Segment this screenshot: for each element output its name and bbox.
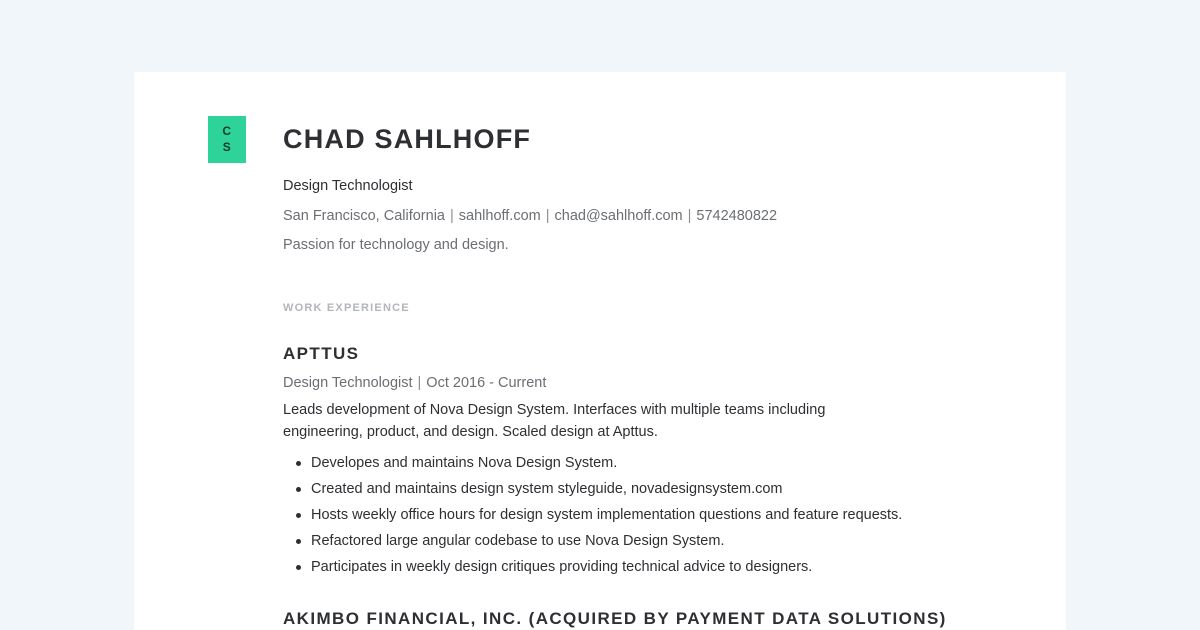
job-bullet-text: Participates in weekly design critiques providing technical advice to designers. [311, 559, 813, 575]
contact-line [283, 208, 777, 224]
job-meta-separator: | [417, 375, 422, 391]
job-bullet-text: Refactored large angular codebase to use Nova Design System. [311, 533, 725, 549]
contact-separator: | [687, 208, 692, 224]
contact-website[interactable]: sahlhoff.com [458, 208, 541, 224]
job-bullet-list [283, 450, 991, 580]
resume-page [134, 72, 1066, 630]
bullet-dot-icon [296, 565, 301, 570]
contact-separator: | [450, 208, 454, 224]
job-bullet-text: Developes and maintains Nova Design System. [311, 455, 618, 471]
job-company: AKIMBO FINANCIAL, INC. (ACQUIRED BY PAYMENT DATA SOLUTIONS) [283, 609, 947, 628]
job-dates: Oct 2016 - Current [426, 375, 547, 391]
candidate-tagline: Passion for technology and design. [283, 237, 509, 253]
bullet-dot-icon [296, 487, 301, 492]
job-meta [283, 375, 546, 391]
job-company: APTTUS [283, 344, 360, 363]
job-bullet [311, 502, 991, 528]
job-bullet [311, 476, 991, 502]
monogram-letter-last: S [222, 140, 232, 154]
job-role: Design Technologist [283, 375, 413, 391]
candidate-title: Design Technologist [283, 178, 413, 194]
bullet-dot-icon [296, 513, 301, 518]
job-bullet [311, 528, 991, 554]
candidate-name: CHAD SAHLHOFF [283, 124, 532, 154]
monogram-badge [208, 116, 246, 163]
contact-email[interactable]: chad@sahlhoff.com [554, 208, 683, 224]
job-bullet-text: Created and maintains design system styleguide, novadesignsystem.com [311, 481, 783, 497]
job-bullet-text: Hosts weekly office hours for design system implementation questions and feature requests. [311, 507, 903, 523]
job-bullet [311, 450, 991, 476]
contact-location: San Francisco, California [283, 208, 445, 224]
section-title-work-experience: WORK EXPERIENCE [283, 302, 410, 314]
job-bullet [311, 554, 991, 580]
contact-phone: 5742480822 [696, 208, 778, 224]
monogram-letter-first: C [222, 124, 232, 138]
bullet-dot-icon [296, 539, 301, 544]
bullet-dot-icon [296, 461, 301, 466]
contact-separator: | [545, 208, 550, 224]
job-description: Leads development of Nova Design System. Interfaces with multiple teams including engineering, product, and design. Scaled design at Apttus. [283, 402, 826, 440]
